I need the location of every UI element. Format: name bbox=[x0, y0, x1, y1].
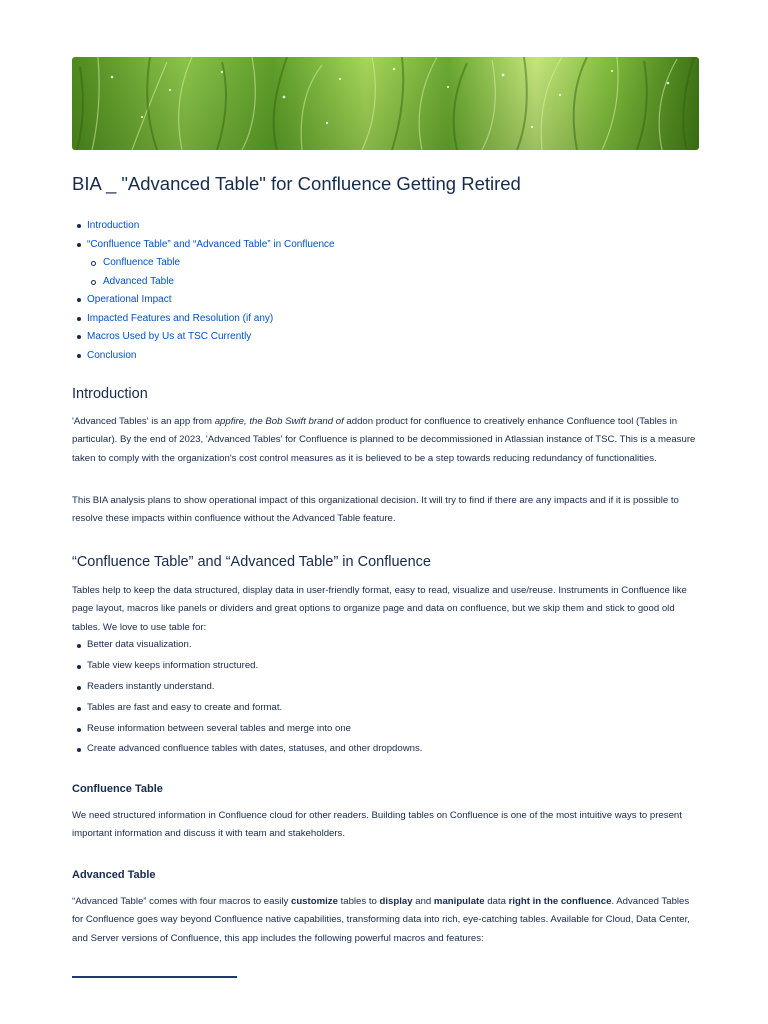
advanced-text-4: data bbox=[484, 896, 509, 907]
toc-link[interactable]: Impacted Features and Resolution (if any) bbox=[87, 312, 274, 324]
intro-text-a: 'Advanced Tables' is an app from bbox=[72, 416, 215, 427]
intro-paragraph-1 bbox=[72, 413, 700, 468]
list-item: Better data visualization. bbox=[72, 638, 422, 659]
toc-link[interactable]: Confluence Table bbox=[103, 257, 181, 268]
confluence-table-paragraph: We need structured information in Confluence cloud for other readers. Building tables on Confluence is one of the most intuitive ways to present important information and discuss it with team and stakeholders. bbox=[72, 810, 682, 840]
tables-benefits-list bbox=[72, 638, 422, 763]
list-item: Create advanced confluence tables with dates, statuses, and other dropdowns. bbox=[72, 742, 422, 763]
advanced-text-5: . Advanced Tables for Confluence goes way beyond Confluence native capabilities, transforming data into rich, eye-catching tables. Available for Cloud, Data Center, and Server versions of Confluence, this app includes the following powerful macros and features: bbox=[72, 896, 690, 944]
toc-item-conclusion bbox=[72, 347, 335, 366]
toc-item-confluence-table bbox=[72, 254, 335, 273]
subsection-heading-confluence-table: Confluence Table bbox=[72, 783, 163, 795]
table-of-contents bbox=[72, 217, 335, 365]
toc-link[interactable]: Advanced Table bbox=[103, 275, 174, 287]
advanced-text-3: and bbox=[412, 896, 434, 907]
advanced-text-1: “Advanced Table” comes with four macros to easily bbox=[72, 896, 291, 907]
intro-text-emphasis: appfire, the Bob Swift brand of bbox=[214, 416, 344, 427]
toc-item-impacted-features bbox=[72, 310, 335, 329]
list-item: Tables are fast and easy to create and format. bbox=[72, 701, 422, 722]
list-item: Table view keeps information structured. bbox=[72, 659, 422, 680]
section-heading-tables: “Confluence Table” and “Advanced Table” in Confluence bbox=[72, 554, 431, 570]
advanced-bold-4: right in the confluence bbox=[508, 896, 612, 907]
advanced-bold-1: customize bbox=[290, 896, 338, 907]
grass-icon bbox=[72, 57, 699, 150]
list-item: Reuse information between several tables and merge into one bbox=[72, 722, 422, 743]
advanced-table-paragraph bbox=[72, 893, 700, 948]
header-banner-image bbox=[72, 57, 699, 150]
tables-paragraph: Tables help to keep the data structured, display data in user-friendly format, easy to read, visualize and use/reuse. Instruments in Confluence like page layout, macros like panels or dividers and great options to organize page and data on confluence, but we skip them and stick to good old tables. We love to use table for: bbox=[72, 585, 687, 633]
toc-item-confluence-and-advanced-table bbox=[72, 236, 335, 255]
toc-item-advanced-table bbox=[72, 273, 335, 292]
advanced-bold-2: display bbox=[379, 896, 413, 907]
toc-item-operational-impact bbox=[72, 291, 335, 310]
subsection-heading-advanced-table: Advanced Table bbox=[72, 869, 156, 881]
advanced-text-2: tables to bbox=[337, 896, 380, 907]
toc-link[interactable]: Introduction bbox=[87, 220, 140, 231]
intro-text-b: addon product for confluence to creatively enhance Confluence tool (Tables in particular). By the end of 2023, 'Advanced Tables' for Confluence is planned to be decommissioned in Atlassian instance of TSC. This is a measure taken to comply with the organization's cost control measures as it is believed to be a step towards reducing redundancy of functionalities. bbox=[72, 416, 696, 464]
toc-link[interactable]: Operational Impact bbox=[87, 294, 172, 305]
advanced-bold-3: manipulate bbox=[433, 896, 485, 907]
page-title: BIA _ "Advanced Table" for Confluence Getting Retired bbox=[72, 173, 521, 194]
section-divider bbox=[72, 976, 237, 978]
intro-paragraph-2: This BIA analysis plans to show operational impact of this organizational decision. It will try to find if there are any impacts and if it is possible to resolve these impacts within confluence without the Advanced Table feature. bbox=[72, 495, 679, 525]
toc-link[interactable]: Conclusion bbox=[87, 349, 137, 361]
toc-item-macros-used bbox=[72, 328, 335, 347]
section-heading-introduction: Introduction bbox=[72, 386, 148, 402]
toc-link[interactable]: Macros Used by Us at TSC Currently bbox=[87, 331, 252, 342]
toc-link[interactable]: “Confluence Table” and “Advanced Table” in Confluence bbox=[87, 238, 335, 250]
toc-item-introduction bbox=[72, 217, 335, 236]
list-item: Readers instantly understand. bbox=[72, 680, 422, 701]
